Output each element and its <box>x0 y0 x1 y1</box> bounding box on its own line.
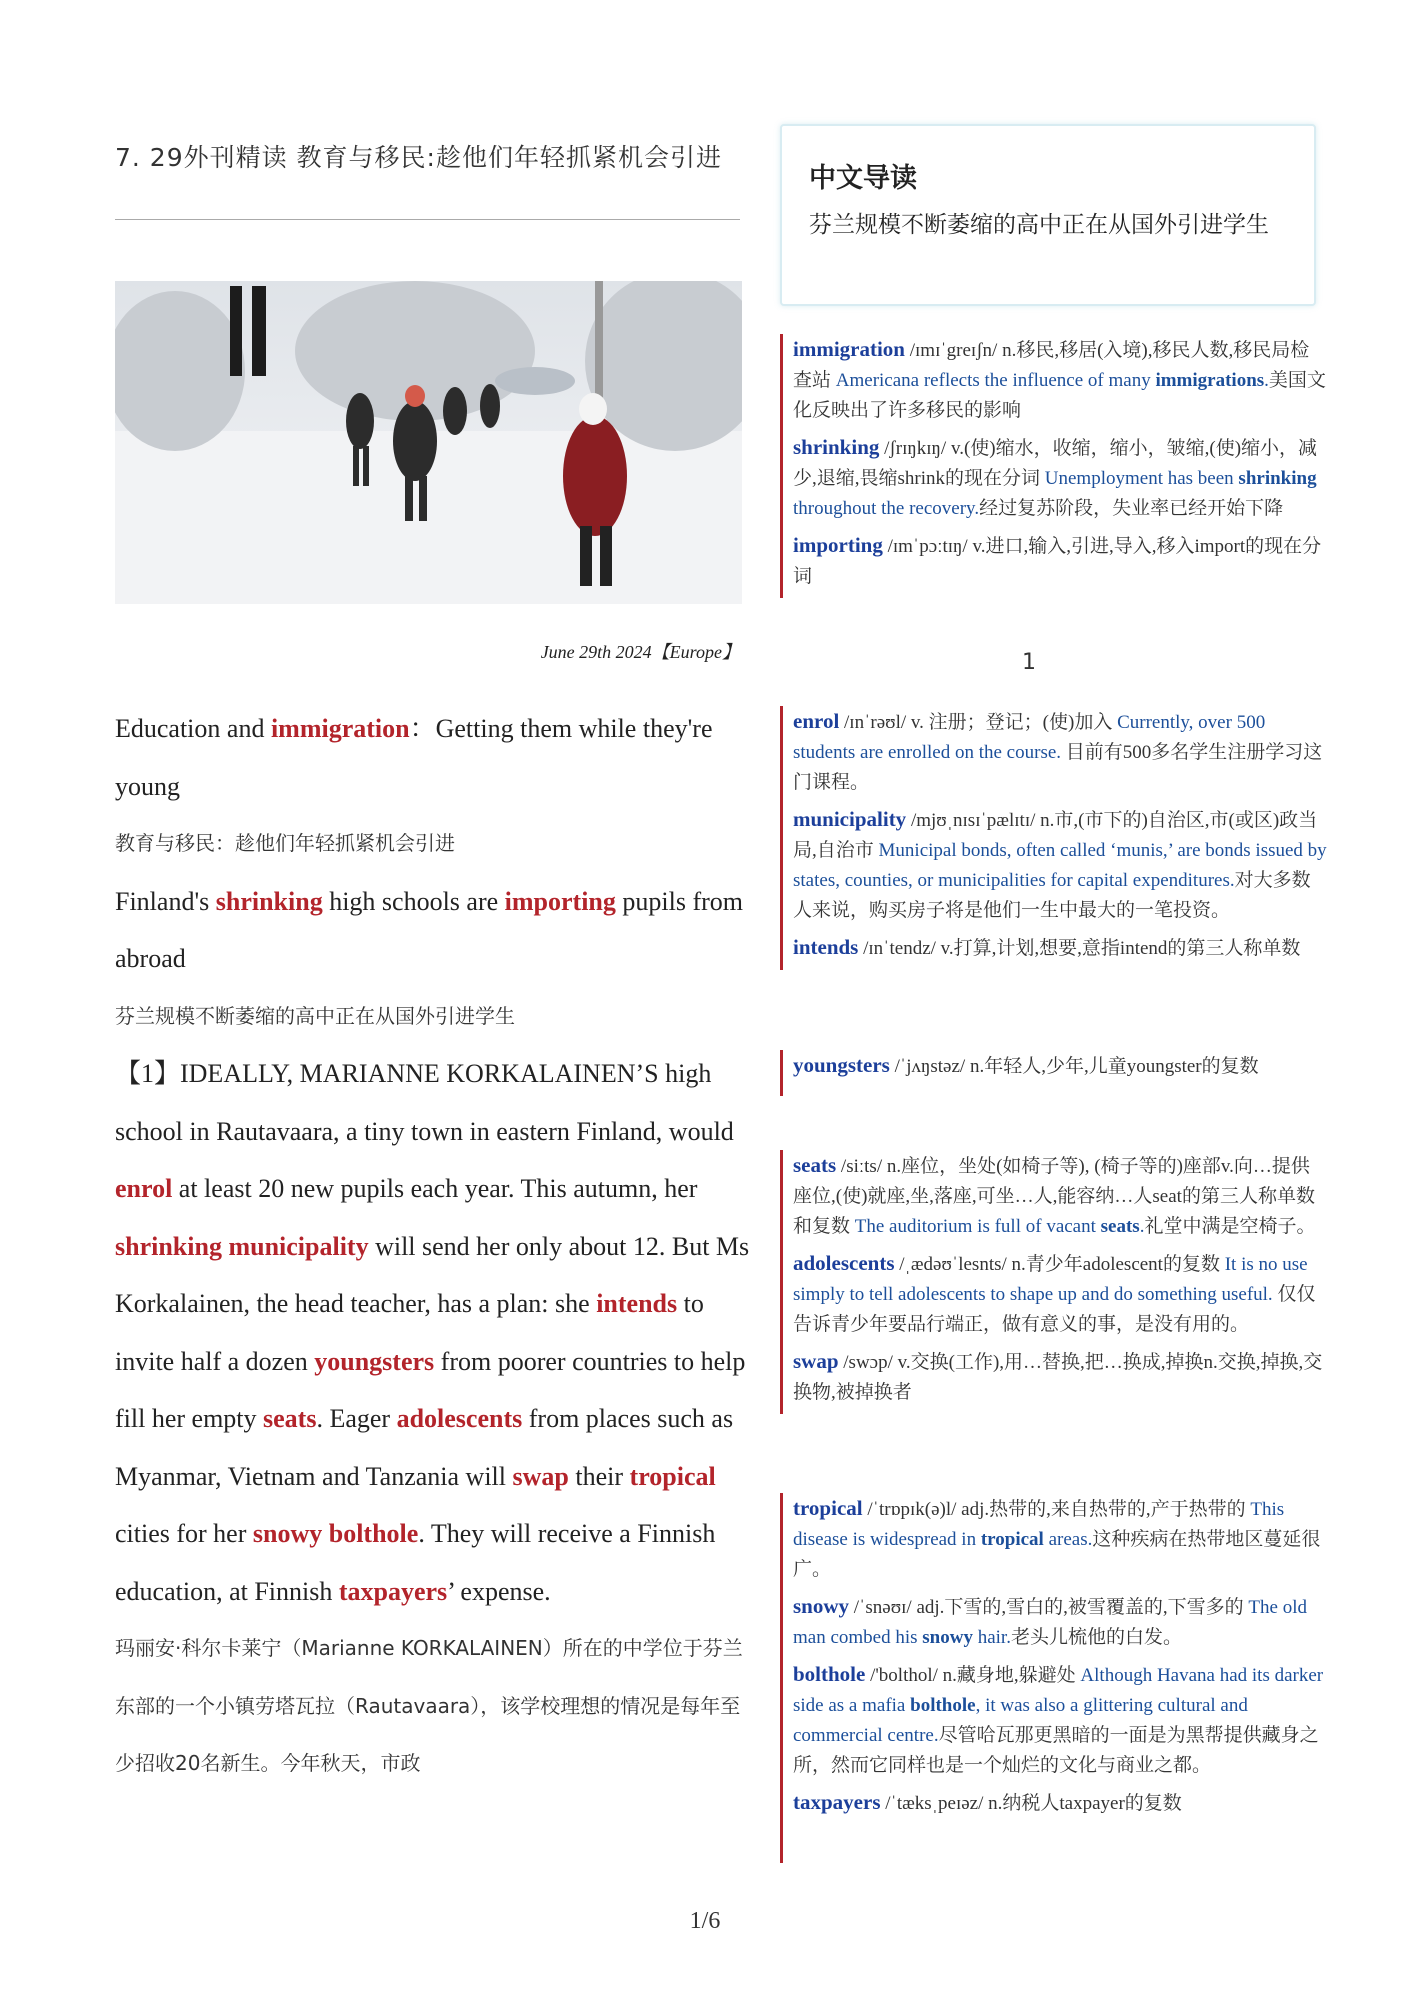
vocab-word: youngsters <box>793 1053 890 1077</box>
vocab-example: Currently, over 500 students are enrolled on the course. <box>793 712 1266 763</box>
vocab-example: Although Havana had its darker side as a mafia bolthole, it was also a glittering cultural and commercial centre. <box>793 1665 1324 1746</box>
vocab-translation: 经过复苏阶段，失业率已经开始下降 <box>979 498 1284 519</box>
vocab-entry <box>783 530 1328 592</box>
article-headline: Education and immigration：Getting them while they're young <box>115 714 713 801</box>
vocab-group <box>780 1493 1328 1863</box>
vocab-entry <box>783 1591 1328 1653</box>
vocab-example: The auditorium is full of vacant seats. <box>854 1216 1145 1237</box>
vocab-example: The old man combed his snowy hair. <box>793 1597 1307 1648</box>
article-body <box>115 700 755 1793</box>
vocab-definition: /ˌædəʊˈlesnts/ n.青少年adolescent的复数 <box>894 1254 1225 1275</box>
vocab-definition: /ˈtæksˌpeɪəz/ n.纳税人taxpayer的复数 <box>880 1793 1182 1814</box>
vocab-word: adolescents <box>793 1251 895 1275</box>
guide-heading: 中文导读 <box>809 163 917 194</box>
article-subhead-translation: 芬兰规模不断萎缩的高中正在从国外引进学生 <box>115 1003 515 1028</box>
vocab-entry <box>783 1050 1328 1090</box>
vocab-word: seats <box>793 1153 837 1177</box>
vocab-definition: /ˈtrɒpɪk(ə)l/ adj.热带的,来自热带的,产于热带的 <box>862 1499 1251 1520</box>
vocab-example: This disease is widespread in tropical areas. <box>793 1499 1285 1550</box>
vocab-entry <box>783 1346 1328 1408</box>
vocab-group <box>780 1050 1328 1096</box>
vocab-page-marker: 1 <box>1022 650 1036 675</box>
vocab-word: shrinking <box>793 435 880 459</box>
vocab-word: intends <box>793 935 859 959</box>
article-paragraph: 【1】IDEALLY, MARIANNE KORKALAINEN’S high school in Rautavaara, a tiny town in eastern Finland, would enrol at least 20 new pupils each year. This autumn, her shrinking municipality will send her only about 12. But Ms Korkalainen, the head teacher, has a plan: she intends to invite half a dozen youngsters from poorer countries to help fill her empty seats. Eager adolescents from places such as Myanmar, Vietnam and Tanzania will swap their tropical cities for her snowy bolthole. They will receive a Finnish education, at Finnish taxpayers’ expense. <box>115 1059 750 1606</box>
vocab-translation: 美国文化反映出了许多移民的影响 <box>793 370 1326 421</box>
vocab-word: municipality <box>793 807 907 831</box>
vocab-entry <box>783 932 1328 964</box>
vocab-example: It is no use simply to tell adolescents to shape up and do something useful. <box>793 1254 1308 1305</box>
vocab-group <box>780 706 1328 970</box>
article-headline-translation: 教育与移民：趁他们年轻抓紧机会引进 <box>115 831 455 855</box>
vocab-entry <box>783 334 1328 426</box>
vocab-definition: /ɪnˈrəʊl/ v. 注册；登记；(使)加入 <box>839 712 1118 733</box>
page-number: 1/6 <box>689 1908 721 1934</box>
vocab-entry <box>783 706 1328 798</box>
article-subhead: Finland's shrinking high schools are importing pupils from abroad <box>115 886 744 973</box>
vocab-definition: /mjʊˌnɪsɪˈpælɪtɪ/ n.市,(市下的)自治区,市(或区)政当局,自治市 <box>793 810 1318 861</box>
article-photo <box>115 281 742 604</box>
guide-text: 芬兰规模不断萎缩的高中正在从国外引进学生 <box>809 212 1269 238</box>
article-paragraph-translation: 玛丽安·科尔卡莱宁（Marianne KORKALAINEN）所在的中学位于芬兰东部的一个小镇劳塔瓦拉（Rautavaara），该学校理想的情况是每年至少招收20名新生。今年秋天，市政 <box>115 1636 743 1775</box>
vocab-definition: /'bolthol/ n.藏身地,躲避处 <box>865 1665 1081 1686</box>
vocab-word: immigration <box>793 337 905 361</box>
vocab-word: swap <box>793 1349 839 1373</box>
vocab-word: taxpayers <box>793 1790 881 1814</box>
publication-date: June 29th 2024【Europe】 <box>540 642 740 662</box>
vocab-entry <box>783 1787 1328 1857</box>
vocab-word: bolthole <box>793 1662 866 1686</box>
vocab-entry <box>783 1150 1328 1242</box>
vocab-entry <box>783 804 1328 926</box>
vocab-translation: 仅仅告诉青少年要品行端正，做有意义的事，是没有用的。 <box>793 1284 1316 1335</box>
vocab-definition: /siːts/ n.座位，坐处(如椅子等), (椅子等的)座部v.向…提供座位,(使)就座,坐,落座,可坐…人,能容纳…人seat的第三人称单数和复数 <box>793 1156 1315 1237</box>
page-title: 7. 29外刊精读 教育与移民:趁他们年轻抓紧机会引进 <box>115 143 722 172</box>
vocab-translation: 这种疾病在热带地区蔓延很广。 <box>793 1529 1321 1580</box>
vocab-definition: /ɪmɪˈgreɪʃn/ n.移民,移居(入境),移民人数,移民局检查站 <box>793 340 1310 391</box>
vocab-entry <box>783 1659 1328 1781</box>
vocab-definition: /ʃrɪŋkɪŋ/ v.(使)缩水，收缩，缩小，皱缩,(使)缩小，减少,退缩,畏缩shrink的现在分词 <box>793 438 1318 489</box>
vocab-word: enrol <box>793 709 840 733</box>
vocab-definition: /ɪnˈtendz/ v.打算,计划,想要,意指intend的第三人称单数 <box>858 938 1301 959</box>
title-divider <box>115 219 740 220</box>
vocab-definition: /swɔp/ v.交换(工作),用…替换,把…换成,掉换n.交换,掉换,交换物,被掉换者 <box>793 1352 1323 1403</box>
vocab-example: Municipal bonds, often called ‘munis,’ are bonds issued by states, counties, or municipalities for capital expenditures. <box>793 840 1327 891</box>
vocab-group <box>780 1150 1328 1414</box>
vocab-word: importing <box>793 533 883 557</box>
vocab-entry <box>783 1248 1328 1340</box>
vocab-translation: 老头儿梳他的白发。 <box>1010 1627 1182 1648</box>
vocab-definition: /ˈsnəʊɪ/ adj.下雪的,雪白的,被雪覆盖的,下雪多的 <box>849 1597 1249 1618</box>
vocab-translation: 对大多数人来说，购买房子将是他们一生中最大的一笔投资。 <box>793 870 1311 921</box>
vocab-definition: /ɪmˈpɔːtɪŋ/ v.进口,输入,引进,导入,移入import的现在分词 <box>793 536 1322 587</box>
vocab-translation: 目前有500多名学生注册学习这门课程。 <box>793 742 1323 793</box>
vocab-word: tropical <box>793 1496 863 1520</box>
vocab-example: Americana reflects the influence of many immigrations. <box>835 370 1269 391</box>
vocab-word: snowy <box>793 1594 850 1618</box>
vocab-entry <box>783 1493 1328 1585</box>
vocab-translation: 尽管哈瓦那更黑暗的一面是为黑帮提供藏身之所，然而它同样也是一个灿烂的文化与商业之都。 <box>793 1725 1319 1776</box>
vocab-example: Unemployment has been shrinking throughout the recovery. <box>793 468 1317 519</box>
vocab-definition: /ˈjʌŋstəz/ n.年轻人,少年,儿童youngster的复数 <box>889 1056 1259 1077</box>
vocab-entry <box>783 432 1328 524</box>
chinese-guide-box <box>780 124 1316 306</box>
vocab-group <box>780 334 1328 598</box>
vocab-translation: 礼堂中满是空椅子。 <box>1144 1216 1316 1237</box>
